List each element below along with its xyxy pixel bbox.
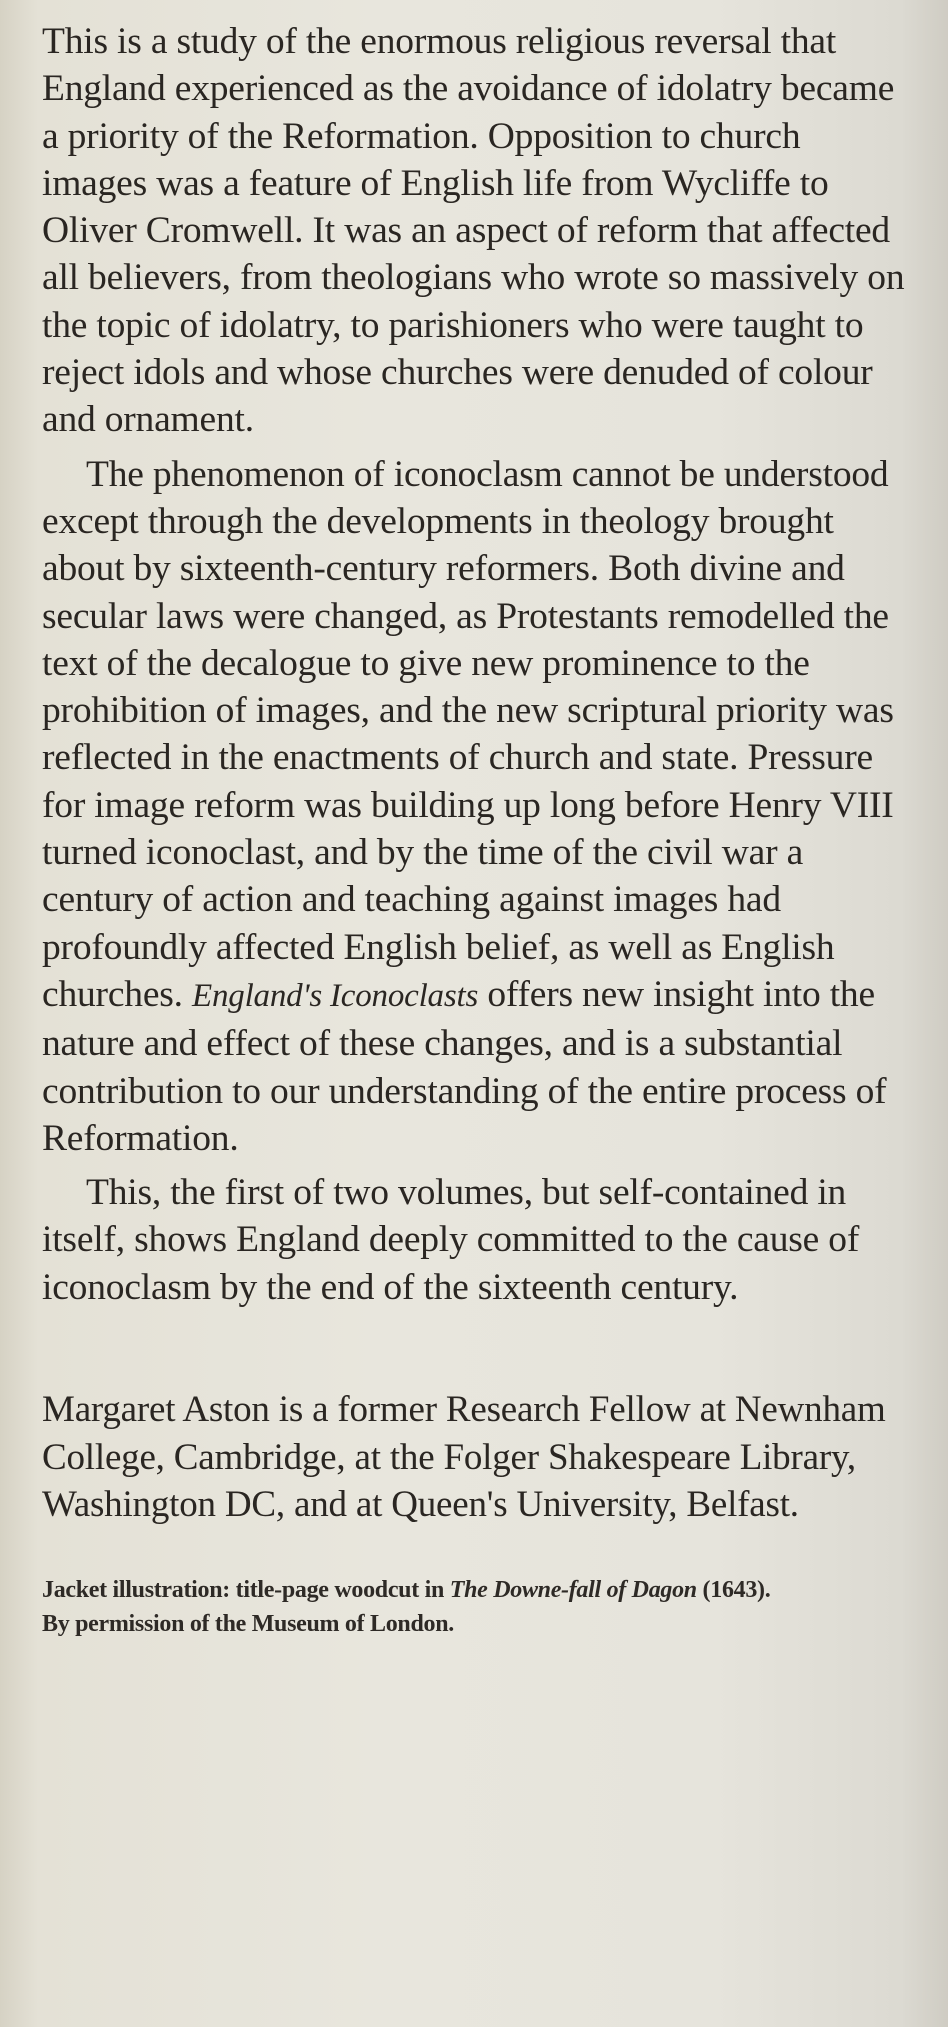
- credit-text-before: Jacket illustration: title-page woodcut in: [42, 1576, 445, 1603]
- author-bio-text: Margaret Aston is a former Research Fellow at Newnham College, Cambridge, at the Folger Shakespeare Library, Washington DC, and at Queen's University, Belfast.: [42, 1389, 886, 1526]
- credit-line-2: By permission of the Museum of London.: [42, 1610, 454, 1637]
- credit-year: (1643).: [702, 1576, 771, 1603]
- description-paragraph-2: [42, 451, 908, 1162]
- credit-line-1: [42, 1573, 908, 1607]
- description-paragraph-1: This is a study of the enormous religious reversal that England experienced as the avoidance of idolatry became a priority of the Reformation. Opposition to church images was a feature of English life from Wycliffe to Oliver Cromwell. It was an aspect of reform that affected all believers, from theologians who wrote so massively on the topic of idolatry, to parishioners who were taught to reject idols and whose churches were denuded of colour and ornament.: [42, 21, 905, 441]
- book-title-italic: England's Iconoclasts: [192, 977, 479, 1014]
- description-paragraph-3: This, the first of two volumes, but self-contained in itself, shows England deeply committed to the cause of iconoclasm by the end of the sixteenth century.: [42, 1172, 860, 1308]
- jacket-credit: [42, 1573, 908, 1641]
- credit-title-italic: The Downe-fall of Dagon: [449, 1576, 697, 1603]
- author-bio: [42, 1386, 908, 1529]
- paragraph-2-text-after: offers new insight into the nature and effect of these changes, and is a substantial contribution to our understanding of the entire process of Reformation.: [42, 973, 887, 1159]
- book-description: [42, 18, 908, 1311]
- paragraph-2-text-before: The phenomenon of iconoclasm cannot be understood except through the developments in theology brought about by sixteenth-century reformers. Both divine and secular laws were changed, as Protestants remodelled the text of the decalogue to give new prominence to the prohibition of images, and the new scriptural priority was reflected in the enactments of church and state. Pressure for image reform was building up long before Henry VIII turned iconoclast, and by the time of the civil war a century of action and teaching against images had profoundly affected English belief, as well as English churches.: [42, 453, 894, 1015]
